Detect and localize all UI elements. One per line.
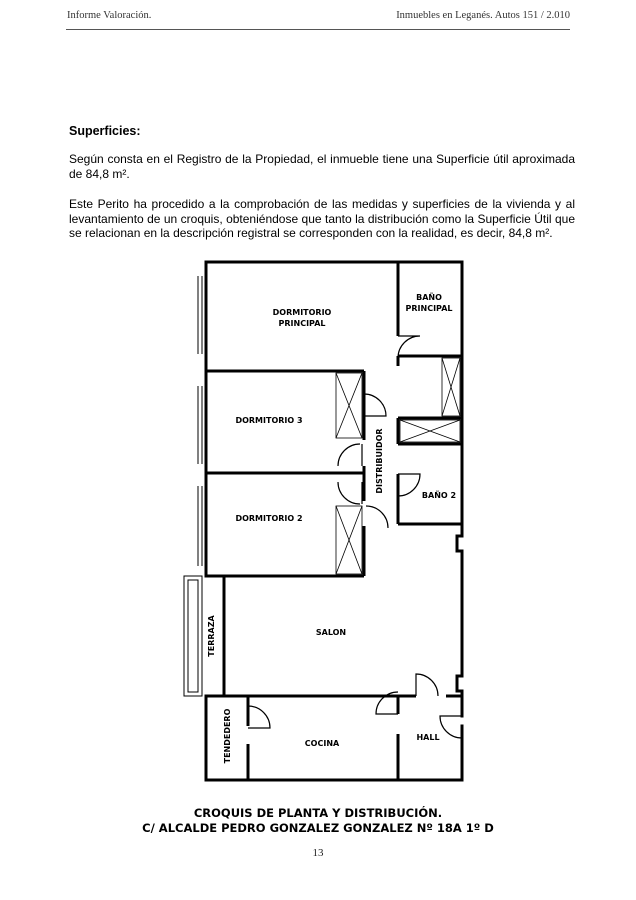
room-label-bano-principal-1: BAÑO: [416, 293, 442, 302]
paragraph-registry-area: Según consta en el Registro de la Propiedad, el inmueble tiene una Superficie útil aproximada de 84,8 m².: [69, 152, 575, 181]
room-label-dormitorio-principal-2: PRINCIPAL: [278, 319, 326, 328]
wardrobes: [336, 358, 460, 574]
header-rule: [66, 29, 570, 30]
room-label-dormitorio-2: DORMITORIO 2: [235, 514, 303, 523]
section-title: Superficies:: [69, 124, 141, 138]
room-label-distribuidor: DISTRIBUIDOR: [375, 428, 384, 494]
header-right: Inmuebles en Leganés. Autos 151 / 2.010: [396, 10, 570, 21]
room-label-dormitorio-principal-1: DORMITORIO: [272, 308, 332, 317]
room-label-terraza: TERRAZA: [207, 615, 216, 657]
floor-plan: [176, 256, 466, 786]
room-label-bano-principal-2: PRINCIPAL: [405, 304, 453, 313]
page-number: 13: [312, 847, 324, 859]
room-label-salon: SALON: [315, 628, 347, 637]
plan-caption-title: CROQUIS DE PLANTA Y DISTRIBUCIÓN.: [193, 806, 443, 820]
room-label-hall: HALL: [416, 733, 440, 742]
doors: [248, 336, 462, 738]
room-label-tendedero: TENDEDERO: [223, 708, 232, 764]
header-left: Informe Valoración.: [67, 10, 152, 21]
windows: [184, 276, 202, 696]
room-label-bano-2: BAÑO 2: [421, 491, 457, 500]
room-label-dormitorio-3: DORMITORIO 3: [235, 416, 303, 425]
room-label-cocina: COCINA: [304, 739, 340, 748]
plan-caption-address: C/ ALCALDE PEDRO GONZALEZ GONZALEZ Nº 18A 1º D: [142, 821, 494, 835]
paragraph-survey: Este Perito ha procedido a la comprobación de las medidas y superficies de la vivienda y al levantamiento de un croquis, obteniéndose que tanto la distribución como la Superficie Útil que se relacionan en la descripción registral se corresponden con la realidad, es decir, 84,8 m².: [69, 197, 575, 240]
